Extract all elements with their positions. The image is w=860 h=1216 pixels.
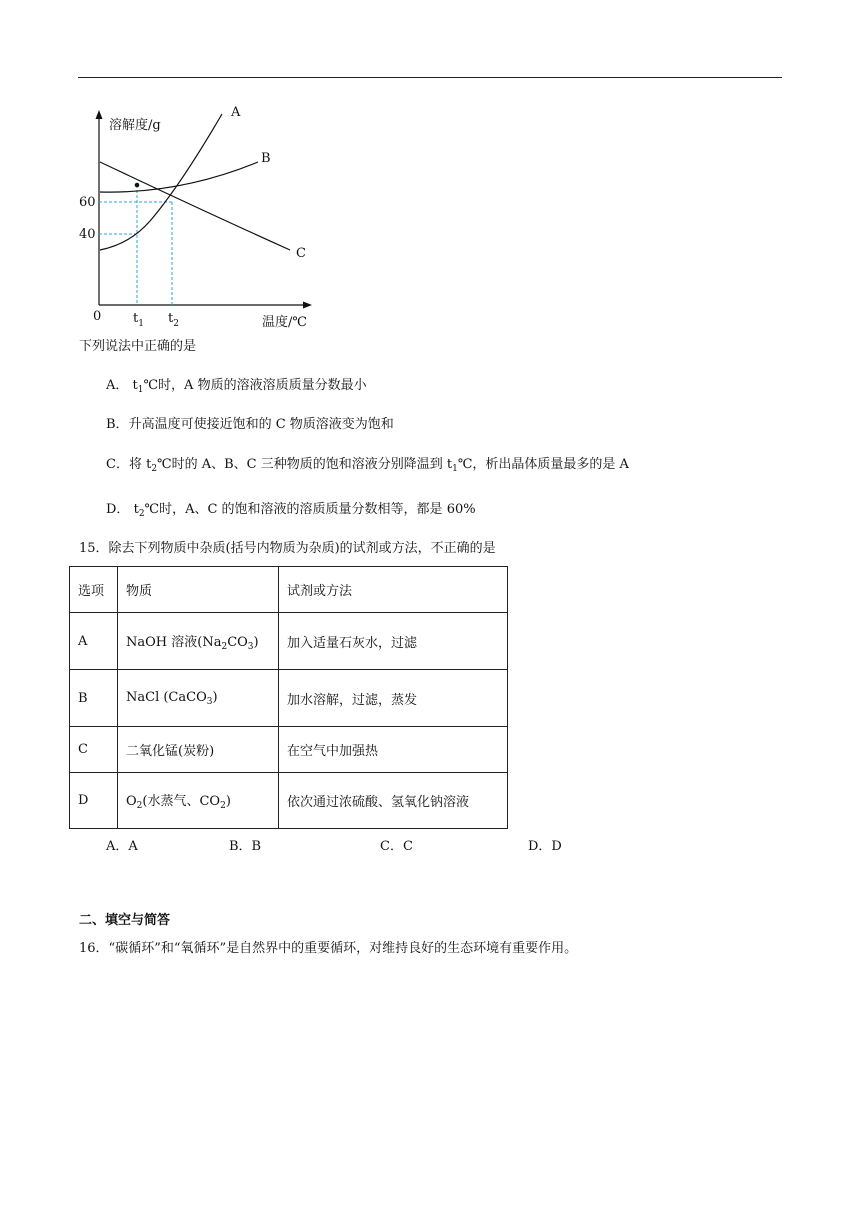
q15-answer-c: C．C <box>380 839 413 854</box>
x-tick-t1: $t_1$ <box>133 311 144 329</box>
x-tick-t2: $t_2$ <box>168 311 179 329</box>
row-option: D <box>70 773 118 829</box>
q14-option-d: D． $t_2℃$时，A、C 的饱和溶液的溶质质量分数相等，都是 60% <box>106 502 476 519</box>
row-option: B <box>70 670 118 727</box>
header-method: 试剂或方法 <box>279 567 508 613</box>
table-row <box>70 670 508 727</box>
x-axis-arrow <box>303 302 312 309</box>
curve-b <box>100 162 258 192</box>
row-substance: NaCl (CaCO$_3$) <box>118 670 279 727</box>
origin-label: 0 <box>93 309 102 324</box>
section-title: 二、填空与简答 <box>79 913 171 928</box>
q14-option-c: C．将 $t_2℃$时的 A、B、C 三种物质的饱和溶液分别降温到 $t_1℃$，析出晶体质量最多的是 A <box>106 457 629 474</box>
q15-answer-a: A．A <box>106 839 138 854</box>
curve-c <box>100 162 290 250</box>
row-method: 在空气中加强热 <box>279 727 508 773</box>
x-axis-label: 温度/℃ <box>262 315 307 330</box>
row-option: A <box>70 613 118 670</box>
q14-option-b: B．升高温度可使接近饱和的 C 物质溶液变为饱和 <box>106 417 394 432</box>
y-axis-arrow <box>96 110 103 119</box>
solubility-chart <box>70 96 330 336</box>
q14-option-a: A． $t_1℃$时，A 物质的溶液溶质质量分数最小 <box>106 378 367 395</box>
q15-stem: 15．除去下列物质中杂质(括号内物质为杂质)的试剂或方法，不正确的是 <box>79 541 496 556</box>
q15-table <box>69 566 508 829</box>
table-row <box>70 727 508 773</box>
guide-lines <box>99 185 172 305</box>
curve-label-b: B <box>261 151 271 166</box>
q14-stem: 下列说法中正确的是 <box>79 339 197 354</box>
row-substance: $O_2$(水蒸气、$CO_2$) <box>118 773 279 829</box>
row-option: C <box>70 727 118 773</box>
intersection-dot <box>135 183 140 188</box>
row-substance: 二氧化锰(炭粉) <box>118 727 279 773</box>
curve-label-a: A <box>231 105 241 120</box>
q16-stem: 16．“碳循环”和“氧循环”是自然界中的重要循环，对维持良好的生态环境有重要作用。 <box>79 941 578 956</box>
table-header-row <box>70 567 508 613</box>
row-method: 依次通过浓硫酸、氢氧化钠溶液 <box>279 773 508 829</box>
q15-answer-b: B．B <box>229 839 262 854</box>
header-substance: 物质 <box>118 567 279 613</box>
curve-a <box>100 114 222 250</box>
q15-answer-d: D．D <box>528 839 562 854</box>
header-rule <box>78 77 782 78</box>
y-tick-60: 60 <box>79 195 96 210</box>
table-row <box>70 773 508 829</box>
y-axis-label: 溶解度/g <box>109 118 161 133</box>
row-method: 加入适量石灰水，过滤 <box>279 613 508 670</box>
row-method: 加水溶解，过滤，蒸发 <box>279 670 508 727</box>
table-row <box>70 613 508 670</box>
curve-label-c: C <box>296 246 306 261</box>
row-substance: NaOH 溶液$(Na_2CO_3)$ <box>118 613 279 670</box>
y-tick-40: 40 <box>79 227 96 242</box>
header-option: 选项 <box>70 567 118 613</box>
